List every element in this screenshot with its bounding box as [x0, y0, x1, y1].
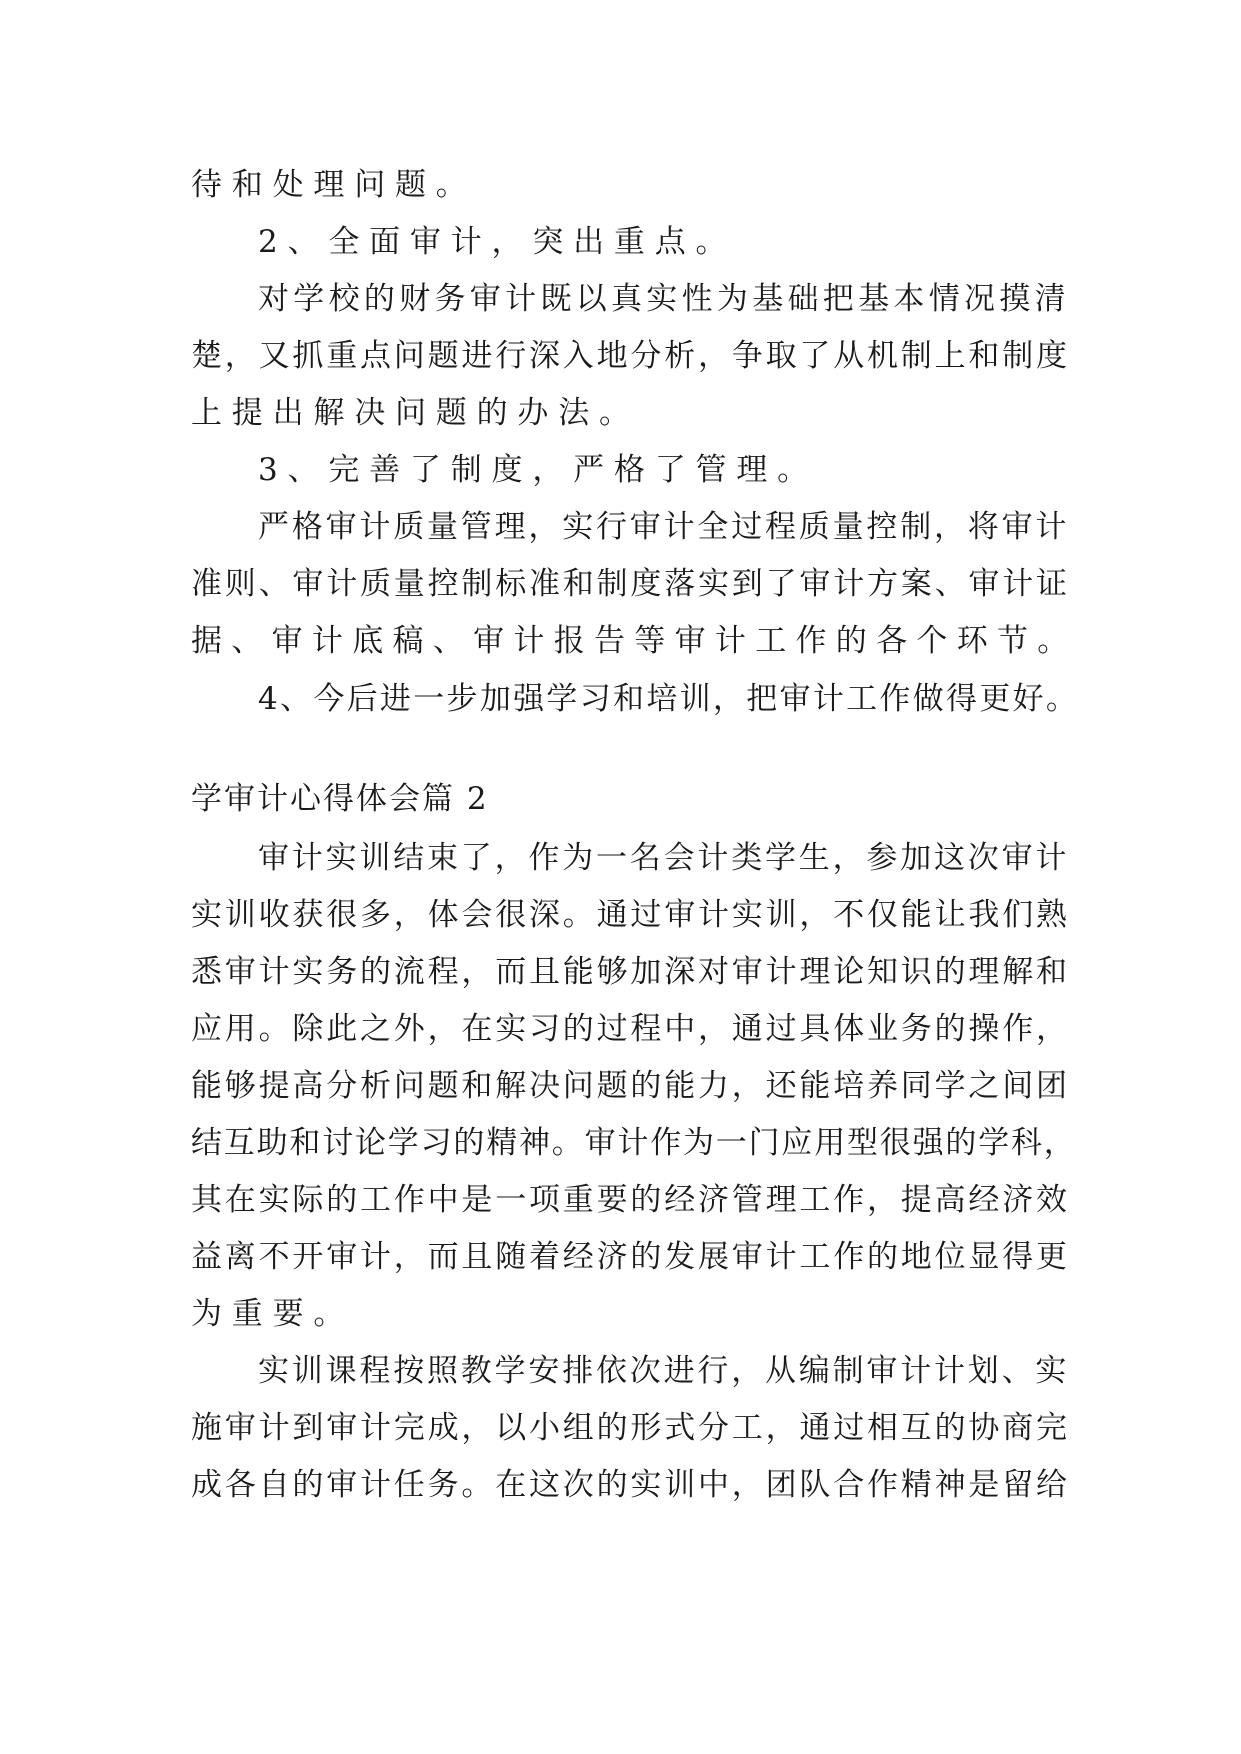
paragraph-line: 益离不开审计，而且随着经济的发展审计工作的地位显得更 — [191, 1239, 1070, 1275]
paragraph-line: 上提出解决问题的办法。 — [191, 395, 640, 431]
paragraph-line: 成各自的审计任务。在这次的实训中，团队合作精神是留给 — [191, 1467, 1070, 1503]
list-item-heading: 3、完善了制度，严格了管理。 — [258, 452, 818, 488]
section-heading: 学审计心得体会篇 2 — [191, 781, 489, 817]
paragraph-line: 审计实训结束了，作为一名会计类学生，参加这次审计 — [258, 840, 1070, 876]
paragraph-line: 据、审计底稿、审计报告等审计工作的各个环节。 — [191, 623, 1078, 659]
paragraph-line: 楚，又抓重点问题进行深入地分析，争取了从机制上和制度 — [191, 338, 1070, 374]
paragraph-line: 应用。除此之外，在实习的过程中，通过具体业务的操作， — [191, 1011, 1070, 1047]
paragraph-line: 其在实际的工作中是一项重要的经济管理工作，提高经济效 — [191, 1182, 1070, 1218]
paragraph-line: 能够提高分析问题和解决问题的能力，还能培养同学之间团 — [191, 1068, 1070, 1104]
paragraph-line: 为重要。 — [191, 1296, 355, 1332]
paragraph-line: 实训课程按照教学安排依次进行，从编制审计计划、实 — [258, 1353, 1070, 1389]
list-item-heading: 2、全面审计，突出重点。 — [258, 224, 737, 260]
list-item-heading: 4、今后进一步加强学习和培训，把审计工作做得更好。 — [258, 681, 1080, 717]
paragraph-line: 施审计到审计完成，以小组的形式分工，通过相互的协商完 — [191, 1410, 1070, 1446]
paragraph-line: 结互助和讨论学习的精神。审计作为一门应用型很强的学科， — [191, 1125, 1077, 1161]
paragraph-line: 实训收获很多，体会很深。通过审计实训，不仅能让我们熟 — [191, 897, 1070, 933]
paragraph-line: 对学校的财务审计既以真实性为基础把基本情况摸清 — [258, 281, 1070, 317]
paragraph-line: 严格审计质量管理，实行审计全过程质量控制，将审计 — [258, 509, 1070, 545]
paragraph-line: 悉审计实务的流程，而且能够加深对审计理论知识的理解和 — [191, 954, 1070, 990]
paragraph-line: 待和处理问题。 — [191, 167, 477, 203]
paragraph-line: 准则、审计质量控制标准和制度落实到了审计方案、审计证 — [191, 566, 1070, 602]
